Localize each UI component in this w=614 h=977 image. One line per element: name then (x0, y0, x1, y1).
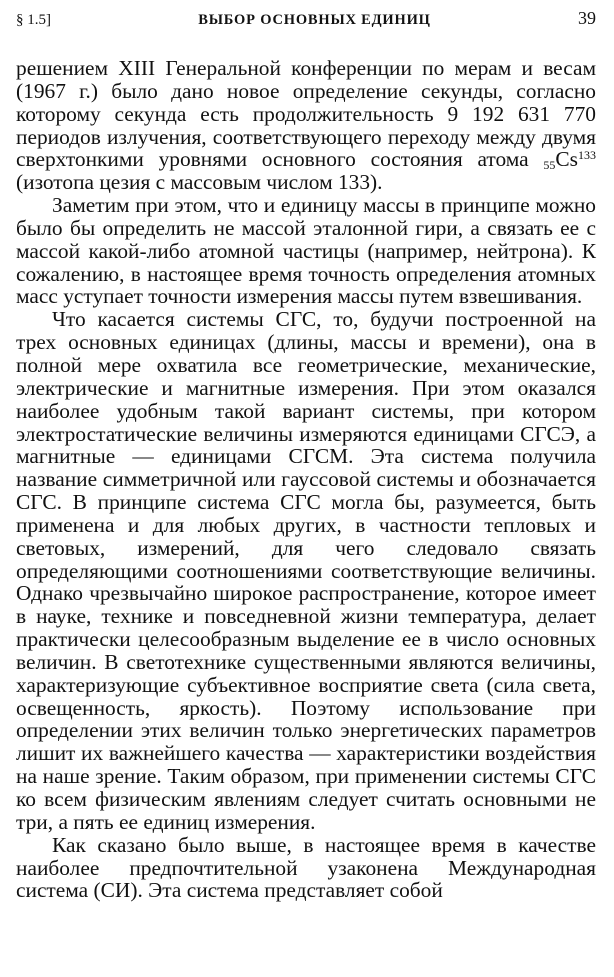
element-symbol: Cs (555, 147, 578, 172)
mass-number: 133 (578, 148, 596, 163)
section-reference: § 1.5] (16, 12, 51, 28)
body-text (16, 57, 596, 902)
atomic-number: 55 (543, 158, 556, 173)
paragraph-2: Заметим при этом, что и единицу массы в принципе можно было бы определить не массой эталонной гири, а связать ее с массой какой-либо атомной частицы (например, нейтрона). К сожалению, в настоящее время точность определения атомных масс уступает точности измерения массы путем взвешивания. (16, 193, 596, 309)
paragraph-4: Как сказано было выше, в настоящее время в качестве наиболее предпочтительной узаконена Международная система (СИ). Эта система представляет собой (16, 832, 596, 903)
paragraph-1-text-continued: (изотопа цезия с массовым числом 133). (16, 170, 383, 195)
page-number: 39 (578, 8, 596, 28)
paragraph-1-text: решением XIII Генеральной конференции по мерам и весам (1967 г.) было дано новое определение секунды, согласно которому секунда есть продолжительность 9 192 631 770 периодов излучения, соответствующего переходу между двумя сверхтонкими уровнями основного состояния атома (16, 56, 596, 172)
running-head (16, 8, 596, 32)
cesium-isotope-formula (543, 147, 596, 171)
paragraph-1 (16, 57, 596, 194)
paragraph-3: Что касается системы СГС, то, будучи построенной на трех основных единицах (длины, массы и времени), она в полной мере охватила все геометрические, механические, электрические и магнитные измерения. При этом оказался наиболее удобным такой вариант системы, при котором электростатические величины измеряются единицами СГСЭ, а магнитные — единицами СГСМ. Эта система получила название симметричной или гауссовой системы и обозначается СГС. В принципе система СГС могла бы, разумеется, быть применена и для любых других, в частности тепловых и световых, измерений, для чего следовало связать определяющими соотношениями соответствующие величины. Однако чрезвычайно широкое распространение, которое имеет в науке, технике и повседневной жизни температура, делает практически целесообразным выделение ее в число основных величин. В светотехнике существенными являются величины, характеризующие субъективное восприятие света (сила света, освещенность, яркость). Поэтому использование при определении этих величин только энергетических параметров лишит их важнейшего качества — характеристики воздействия на наше зрение. Таким образом, при применении системы СГС ко всем физическим явлениям следует считать основными не три, а пять ее единиц измерения. (16, 307, 596, 834)
running-head-title: ВЫБОР ОСНОВНЫХ ЕДИНИЦ (198, 12, 431, 28)
